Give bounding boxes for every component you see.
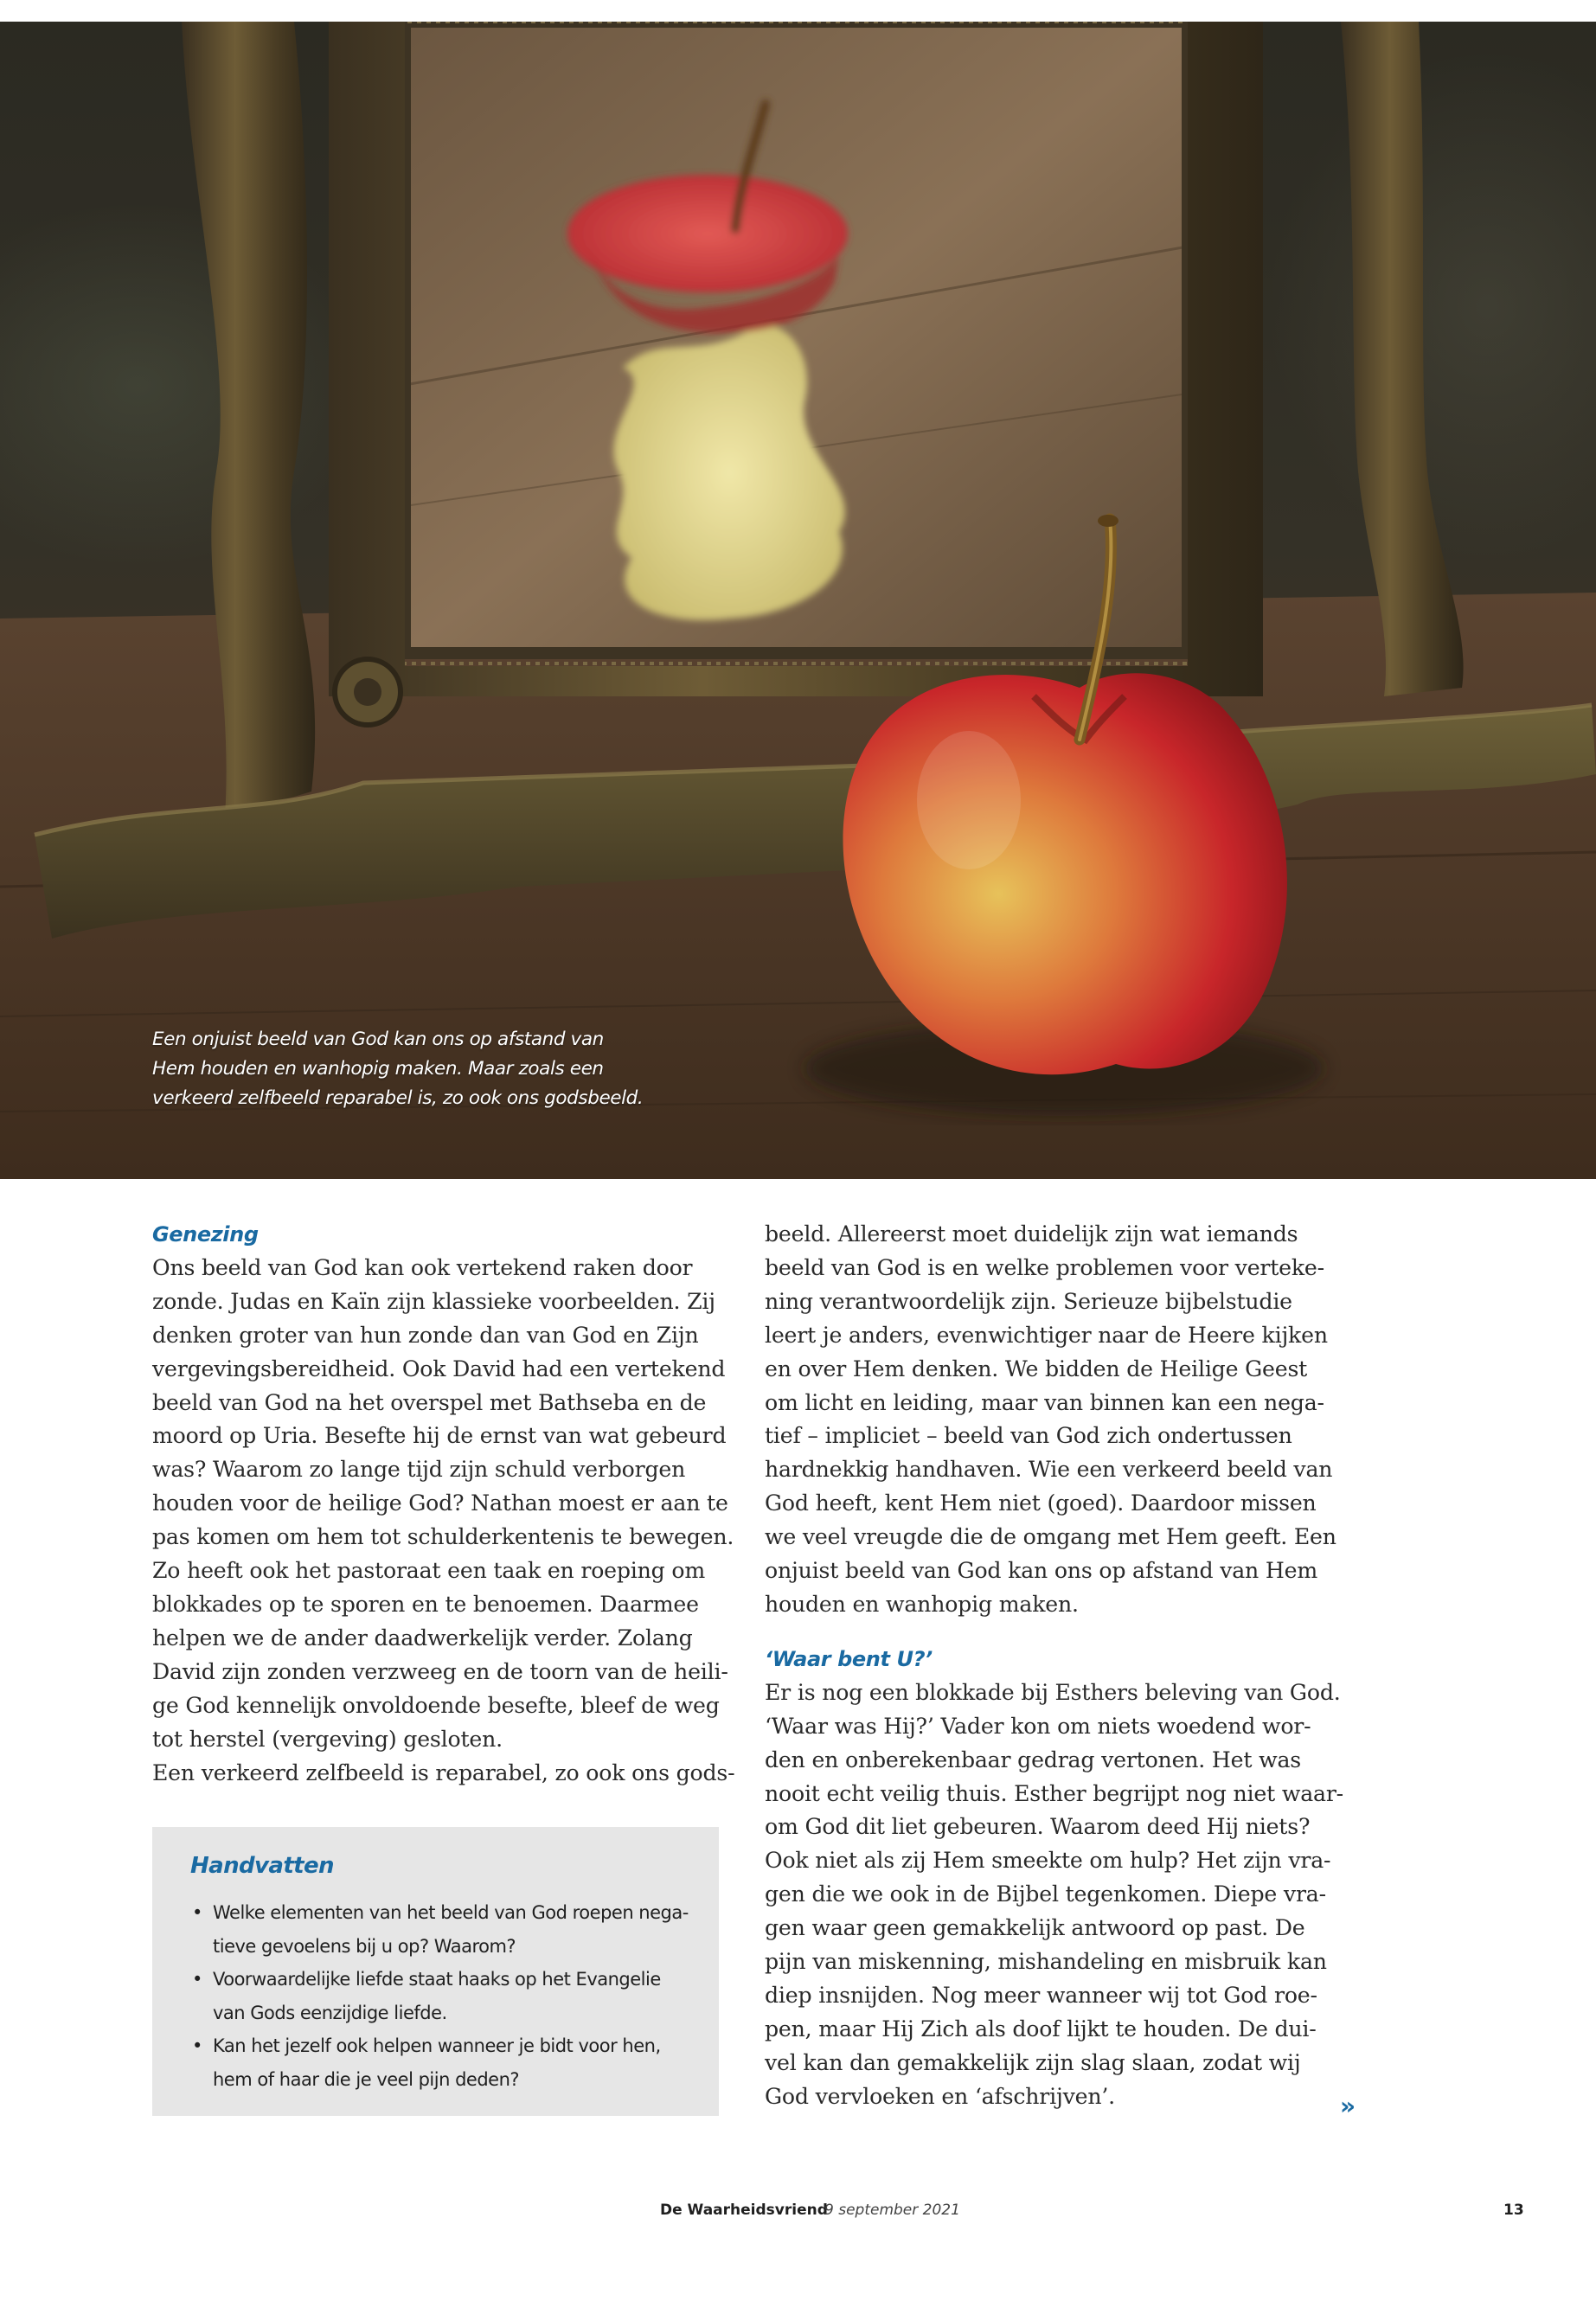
body-line: blokkades op te sporen en te benoemen. Daarmee bbox=[152, 1591, 699, 1617]
body-line: pen, maar Hij Zich als doof lijkt te houden. De dui- bbox=[765, 2016, 1317, 2041]
body-line: David zijn zonden verzweeg en de toorn van de heili- bbox=[152, 1658, 728, 1684]
hero-photo bbox=[0, 22, 1596, 1179]
body-line: Ook niet als zij Hem smeekte om hulp? Het zijn vra- bbox=[765, 1848, 1331, 1874]
caption-line: Hem houden en wanhopig maken. Maar zoals een bbox=[152, 1058, 604, 1080]
body-line: Ons beeld van God kan ook vertekend raken door bbox=[152, 1254, 693, 1280]
body-line: Zo heeft ook het pastoraat een taak en roeping om bbox=[152, 1558, 706, 1584]
body-line: onjuist beeld van God kan ons op afstand van Hem bbox=[765, 1558, 1318, 1584]
body-line: Een verkeerd zelfbeeld is reparabel, zo ook ons gods- bbox=[152, 1759, 735, 1785]
body-line: vel kan dan gemakkelijk zijn slag slaan, zodat wij bbox=[765, 2049, 1301, 2075]
magazine-name: De Waarheidsvriend bbox=[660, 2202, 828, 2219]
body-line: Er is nog een blokkade bij Esthers beleving van God. bbox=[765, 1679, 1341, 1705]
caption-line: verkeerd zelfbeeld reparabel is, zo ook ons godsbeeld. bbox=[152, 1087, 644, 1109]
list-item-line: • Welke elementen van het beeld van God roepen nega- bbox=[213, 1902, 689, 1923]
photo-caption bbox=[152, 1025, 644, 1113]
body-line: en over Hem denken. We bidden de Heilige Geest bbox=[765, 1356, 1308, 1381]
body-line: God heeft, kent Hem niet (goed). Daardoor missen bbox=[765, 1490, 1317, 1516]
list-item-line: van Gods eenzijdige liefde. bbox=[213, 2002, 447, 2023]
body-line: beeld van God na het overspel met Bathseba en de bbox=[152, 1389, 707, 1415]
body-line: ge God kennelijk onvoldoende besefte, bleef de weg bbox=[152, 1692, 720, 1718]
list-item bbox=[190, 2029, 689, 2096]
body-line: helpen we de ander daadwerkelijk verder. Zolang bbox=[152, 1625, 693, 1650]
section-heading-waar-bent-u: ‘Waar bent U?’ bbox=[765, 1646, 933, 1671]
body-line: God vervloeken en ‘afschrijven’. bbox=[765, 2083, 1115, 2109]
body-line: beeld. Allereerst moet duidelijk zijn wat iemands bbox=[765, 1221, 1298, 1247]
list-item-line: tieve gevoelens bij u op? Waarom? bbox=[213, 1935, 516, 1957]
body-line: beeld van God is en welke problemen voor verteke- bbox=[765, 1254, 1324, 1280]
body-line: gen waar geen gemakkelijk antwoord op past. De bbox=[765, 1915, 1305, 1941]
body-line: we veel vreugde die de omgang met Hem geeft. Een bbox=[765, 1524, 1336, 1550]
body-line: pas komen om hem tot schulderkentenis te bewegen. bbox=[152, 1524, 734, 1550]
body-line: houden en wanhopig maken. bbox=[765, 1591, 1079, 1617]
list-item-line: hem of haar die je veel pijn deden? bbox=[213, 2068, 520, 2090]
body-line: ‘Waar was Hij?’ Vader kon om niets woedend wor- bbox=[765, 1713, 1311, 1739]
body-line: hardnekkig handhaven. Wie een verkeerd beeld van bbox=[765, 1457, 1333, 1483]
handvatten-box bbox=[152, 1827, 719, 2116]
list-item bbox=[190, 1896, 689, 1963]
body-line: vergevingsbereidheid. Ook David had een vertekend bbox=[152, 1356, 726, 1381]
body-line: was? Waarom zo lange tijd zijn schuld verborgen bbox=[152, 1457, 686, 1483]
body-line: houden voor de heilige God? Nathan moest er aan te bbox=[152, 1490, 728, 1516]
section-heading-genezing: Genezing bbox=[152, 1222, 259, 1247]
body-line: denken groter van hun zonde dan van God en Zijn bbox=[152, 1322, 699, 1348]
handvatten-list bbox=[190, 1896, 689, 2096]
list-item bbox=[190, 1963, 689, 2029]
article-right-column bbox=[765, 1218, 1343, 2114]
body-line: tot herstel (vergeving) gesloten. bbox=[152, 1726, 503, 1752]
body-line: pijn van miskenning, mishandeling en misbruik kan bbox=[765, 1949, 1327, 1975]
page-number: 13 bbox=[1503, 2202, 1524, 2219]
double-chevron-right-icon: » bbox=[1340, 2092, 1356, 2120]
body-line: om licht en leiding, maar van binnen kan een nega- bbox=[765, 1389, 1324, 1415]
list-item-line: • Kan het jezelf ook helpen wanneer je bidt voor hen, bbox=[213, 2035, 661, 2056]
list-item-line: • Voorwaardelijke liefde staat haaks op het Evangelie bbox=[213, 1969, 661, 1990]
caption-line: Een onjuist beeld van God kan ons op afstand van bbox=[152, 1029, 604, 1050]
body-line: moord op Uria. Besefte hij de ernst van wat gebeurd bbox=[152, 1423, 727, 1449]
paragraph-gap bbox=[765, 1622, 1336, 1643]
body-line: leert je anders, evenwichtiger naar de Heere kijken bbox=[765, 1322, 1328, 1348]
body-line: gen die we ook in de Bijbel tegenkomen. Diepe vra- bbox=[765, 1881, 1326, 1907]
handvatten-title: Handvatten bbox=[190, 1853, 334, 1879]
apple-mirror-illustration bbox=[0, 22, 1596, 1179]
article-left-column bbox=[152, 1218, 735, 1790]
body-line: diep insnijden. Nog meer wanneer wij tot God roe- bbox=[765, 1982, 1317, 2008]
body-line: om God dit liet gebeuren. Waarom deed Hij niets? bbox=[765, 1814, 1311, 1840]
body-line: zonde. Judas en Kaïn zijn klassieke voorbeelden. Zij bbox=[152, 1288, 715, 1314]
body-line: nooit echt veilig thuis. Esther begrijpt nog niet waar- bbox=[765, 1780, 1343, 1806]
body-line: tief – impliciet – beeld van God zich ondertussen bbox=[765, 1423, 1292, 1449]
issue-date: 9 september 2021 bbox=[824, 2202, 960, 2219]
body-line: ning verantwoordelijk zijn. Serieuze bijbelstudie bbox=[765, 1288, 1292, 1314]
body-line: den en onberekenbaar gedrag vertonen. Het was bbox=[765, 1747, 1302, 1772]
